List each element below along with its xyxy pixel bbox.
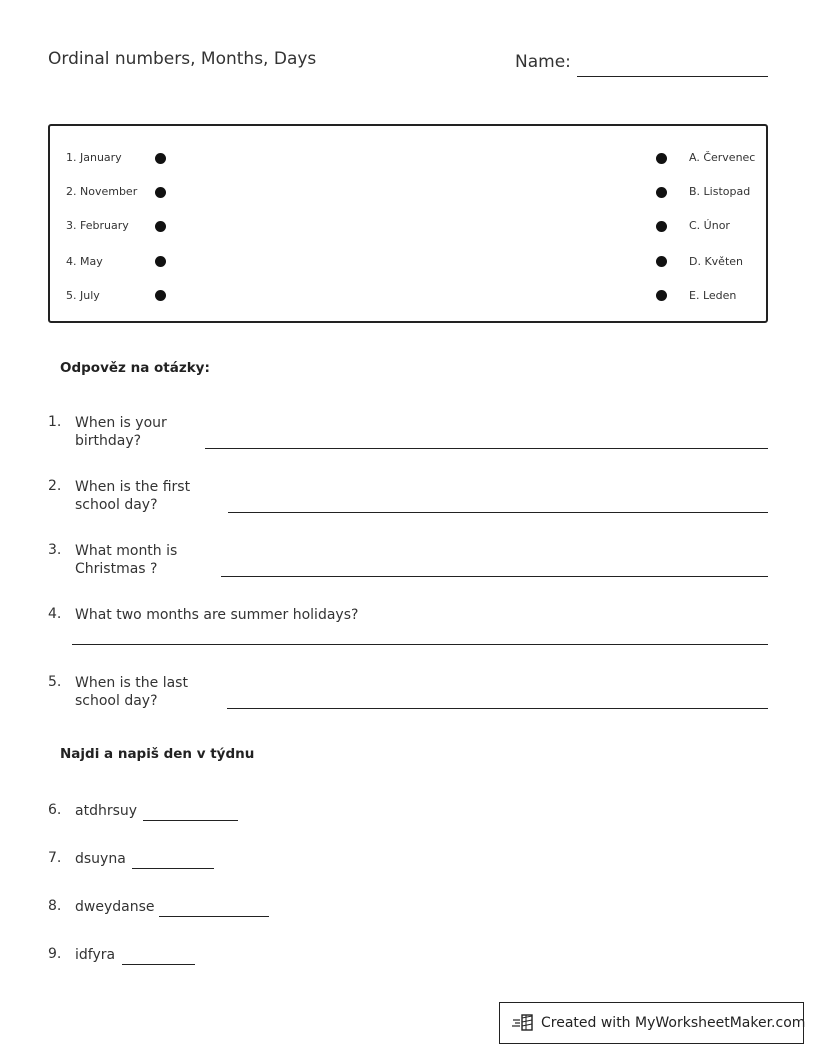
name-label: Name: (515, 52, 571, 72)
scrambled-word: idfyra (75, 947, 116, 963)
question-text: What month is Christmas ? (75, 543, 178, 577)
match-left-dot[interactable] (155, 153, 166, 164)
match-right-item: C. Únor (689, 219, 730, 232)
match-right-dot[interactable] (656, 256, 667, 267)
scrambled-word: dsuyna (75, 851, 126, 867)
question-text: When is the first school day? (75, 479, 191, 513)
question-text: What two months are summer holidays? (75, 607, 359, 623)
answer-line[interactable] (227, 708, 768, 709)
question-number: 5. (48, 674, 62, 690)
match-left-item: 5. July (66, 289, 100, 302)
question-number: 9. (48, 946, 62, 962)
match-right-item: D. Květen (689, 255, 744, 268)
match-left-item: 2. November (66, 185, 138, 198)
name-answer-line[interactable] (577, 76, 768, 77)
match-left-dot[interactable] (155, 187, 166, 198)
match-right-dot[interactable] (656, 221, 667, 232)
worksheet-title: Ordinal numbers, Months, Days (48, 49, 317, 69)
answer-line[interactable] (221, 576, 768, 577)
question-number: 7. (48, 850, 62, 866)
answer-line[interactable] (143, 820, 238, 821)
question-number: 3. (48, 542, 62, 558)
question-number: 4. (48, 606, 62, 622)
answer-line[interactable] (159, 916, 269, 917)
section-heading-questions: Odpověz na otázky: (60, 360, 210, 376)
question-number: 8. (48, 898, 62, 914)
scrambled-word: atdhrsuy (75, 803, 138, 819)
answer-line[interactable] (132, 868, 214, 869)
question-number: 1. (48, 414, 62, 430)
match-left-item: 3. February (66, 219, 129, 232)
worksheet-maker-logo-icon (512, 1012, 536, 1038)
footer-credit-text: Created with MyWorksheetMaker.com (541, 1015, 806, 1031)
match-right-item: E. Leden (689, 289, 737, 302)
match-left-dot[interactable] (155, 290, 166, 301)
answer-line[interactable] (72, 644, 768, 645)
match-right-dot[interactable] (656, 153, 667, 164)
footer-credit-box[interactable] (499, 1002, 804, 1044)
answer-line[interactable] (205, 448, 768, 449)
match-right-dot[interactable] (656, 187, 667, 198)
scrambled-word: dweydanse (75, 899, 155, 915)
section-heading-days: Najdi a napiš den v týdnu (60, 746, 255, 762)
match-right-item: B. Listopad (689, 185, 751, 198)
question-number: 2. (48, 478, 62, 494)
match-right-dot[interactable] (656, 290, 667, 301)
question-number: 6. (48, 802, 62, 818)
match-left-dot[interactable] (155, 221, 166, 232)
match-right-item: A. Červenec (689, 151, 756, 164)
match-left-item: 4. May (66, 255, 103, 268)
match-left-dot[interactable] (155, 256, 166, 267)
answer-line[interactable] (122, 964, 195, 965)
question-text: When is your birthday? (75, 415, 167, 449)
answer-line[interactable] (228, 512, 768, 513)
question-text: When is the last school day? (75, 675, 188, 709)
match-left-item: 1. January (66, 151, 122, 164)
